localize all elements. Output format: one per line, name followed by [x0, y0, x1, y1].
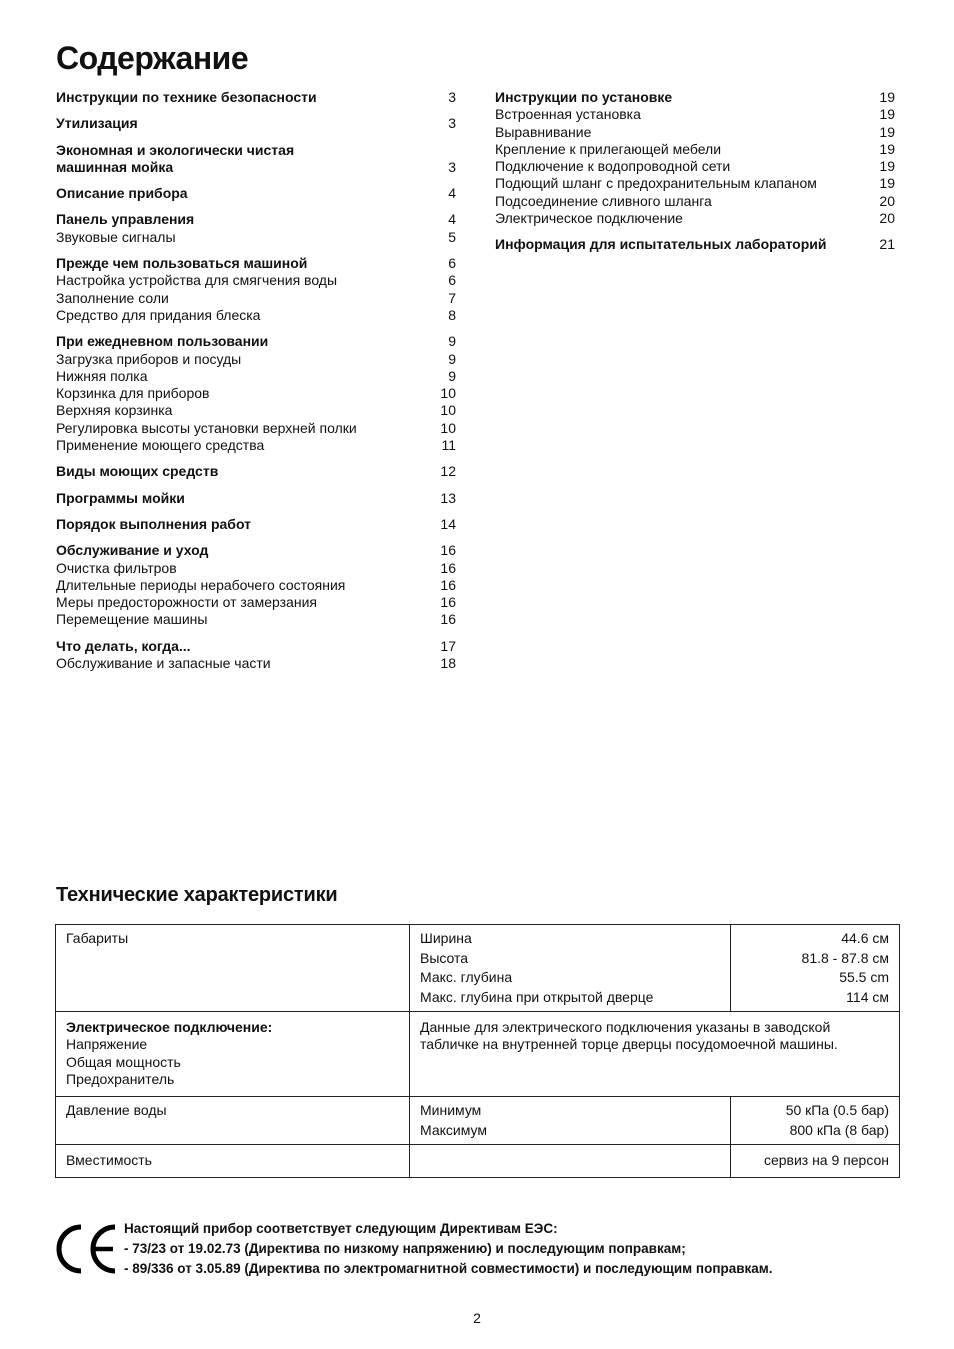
toc-entry [56, 307, 456, 324]
toc-entry-page: 7 [448, 289, 456, 306]
toc-entry [56, 437, 456, 454]
dimension-value: 55.5 cm [839, 969, 889, 985]
toc-entry-heading: Экономная и экологически чистая [56, 141, 295, 158]
toc-entry-label: Программы мойки [56, 489, 185, 506]
toc-entry [495, 158, 895, 175]
toc-entry [56, 333, 456, 350]
toc-entry-label: Длительные периоды нерабочего состояния [56, 576, 346, 593]
dimensions-names [410, 925, 731, 1012]
toc-entry-page: 16 [440, 611, 456, 628]
toc-entry-label: Инструкции по технике безопасности [56, 89, 317, 105]
electrical-note: Данные для электрического подключения указаны в заводской табличке на внутренней торце дверцы посудомоечной машины. [410, 1012, 900, 1097]
toc-entry [56, 115, 456, 132]
toc-entry [56, 420, 456, 437]
toc-entry-label: Заполнение соли [56, 289, 169, 306]
toc-entry [56, 385, 456, 402]
toc-entry-page: 19 [879, 140, 895, 157]
toc-entry [56, 368, 456, 385]
certification-line: - 89/336 от 3.05.89 (Директива по электромагнитной совместимости) и последующим поправкам. [124, 1261, 773, 1276]
capacity-label: Вместимость [56, 1145, 410, 1178]
toc-entry-page: 8 [448, 306, 456, 323]
toc-entry [56, 211, 456, 228]
toc-entry-label: Регулировка высоты установки верхней полки [56, 419, 357, 436]
toc-group [56, 89, 456, 106]
toc-entry-label: Верхняя корзинка [56, 402, 173, 419]
toc-entry [56, 542, 456, 559]
water-name: Минимум [420, 1102, 482, 1119]
toc-entry-page: 4 [448, 185, 456, 202]
toc-entry-page: 14 [440, 515, 456, 532]
toc-entry-page: 4 [448, 211, 456, 228]
specs-table [55, 924, 900, 1178]
toc-entry [495, 193, 895, 210]
toc-group [56, 542, 456, 628]
toc-entry [56, 655, 456, 672]
toc-entry-label: Нижняя полка [56, 367, 148, 384]
ce-mark-icon [55, 1223, 119, 1275]
toc-entry-label: Что делать, когда... [56, 637, 191, 654]
toc-right-column [495, 89, 895, 263]
toc-entry [56, 89, 456, 106]
certification-line: Настоящий прибор соответствует следующим Директивам ЕЭС: [124, 1221, 558, 1236]
toc-entry-page: 19 [879, 123, 895, 140]
certification-line: - 73/23 от 19.02.73 (Директива по низкому напряжению) и последующим поправкам; [124, 1241, 686, 1256]
toc-entry [56, 463, 456, 480]
toc-entry-page: 13 [440, 489, 456, 506]
toc-entry-page: 21 [879, 236, 895, 253]
toc-entry [56, 402, 456, 419]
toc-entry-page: 10 [440, 419, 456, 436]
toc-entry-label: Подключение к водопроводной сети [495, 158, 731, 175]
toc-group [56, 185, 456, 202]
toc-entry [495, 210, 895, 227]
toc-entry-label: Панель управления [56, 211, 195, 228]
toc-entry [56, 272, 456, 289]
toc-entry [56, 577, 456, 594]
toc-entry-page: 16 [440, 594, 456, 611]
toc-entry-page: 11 [441, 437, 456, 454]
toc-entry-page: 3 [448, 89, 456, 105]
toc-entry-page: 10 [440, 402, 456, 419]
water-value: 50 кПа (0.5 бар) [785, 1102, 889, 1119]
toc-group [56, 255, 456, 324]
toc-group [56, 211, 456, 246]
toc-entry [56, 159, 456, 176]
toc-entry-page: 6 [448, 255, 456, 272]
toc-entry [56, 255, 456, 272]
toc-entry [495, 106, 895, 123]
toc-entry-label: Перемещение машины [56, 611, 208, 628]
dimension-name: Ширина [420, 930, 472, 946]
toc-entry-label: Применение моющего средства [56, 437, 265, 454]
toc-group [56, 638, 456, 673]
toc-entry-page: 18 [440, 655, 456, 672]
toc-entry-page: 10 [440, 385, 456, 402]
capacity-empty [410, 1145, 731, 1178]
toc-entry-page: 19 [879, 89, 895, 105]
toc-entry [495, 89, 895, 106]
water-value: 800 кПа (8 бар) [789, 1121, 889, 1138]
toc-entry-page: 19 [879, 106, 895, 123]
toc-entry-label: Меры предосторожности от замерзания [56, 594, 317, 611]
toc-entry-label: Крепление к прилегающей мебели [495, 140, 722, 157]
toc-entry-label: Настройка устройства для смягчения воды [56, 272, 338, 289]
toc-entry-label: Подсоединение сливного шланга [495, 192, 712, 209]
toc-entry [56, 516, 456, 533]
toc-entry-page: 5 [448, 228, 456, 245]
toc-entry [56, 611, 456, 628]
dimension-value: 114 см [846, 988, 889, 1005]
water-values [731, 1097, 900, 1145]
electrical-cell [56, 1012, 410, 1097]
toc-entry [495, 236, 895, 253]
dimensions-label: Габариты [56, 925, 410, 1012]
toc-entry-label: Выравнивание [495, 123, 592, 140]
toc-group [56, 333, 456, 454]
toc-entry-label: машинная мойка [56, 158, 174, 175]
toc-entry-label: Прежде чем пользоваться машиной [56, 255, 308, 272]
toc-entry-label: Информация для испытательных лабораторий [495, 236, 827, 253]
toc-entry-page: 19 [879, 175, 895, 192]
specs-title: Технические характеристики [56, 884, 338, 906]
dimension-name: Высота [420, 949, 469, 966]
toc-entry-label: Подющий шланг с предохранительным клапаном [495, 175, 817, 192]
water-label: Давление воды [56, 1097, 410, 1145]
toc-entry-page: 20 [879, 192, 895, 209]
toc-entry-page: 3 [448, 158, 456, 175]
toc-entry-label: Электрическое подключение [495, 210, 683, 227]
toc-entry-page: 16 [440, 559, 456, 576]
page-number: 2 [473, 1310, 481, 1326]
toc-group [56, 490, 456, 507]
toc-entry-page: 6 [448, 272, 456, 289]
toc-entry [56, 490, 456, 507]
toc-entry-label: При ежедневном пользовании [56, 333, 269, 350]
toc-entry-label: Встроенная установка [495, 106, 641, 123]
toc-entry [495, 124, 895, 141]
electrical-label: Электрическое подключение: [66, 1019, 273, 1035]
certification-text [124, 1219, 773, 1279]
toc-entry-label: Виды моющих средств [56, 463, 219, 480]
toc-entry-label: Порядок выполнения работ [56, 515, 252, 532]
toc-group [495, 89, 895, 227]
page-title: Содержание [56, 40, 249, 76]
toc-entry [56, 351, 456, 368]
toc-entry-page: 16 [440, 576, 456, 593]
dimension-name: Макс. глубина при открытой дверце [420, 988, 654, 1005]
toc-entry-page: 12 [440, 463, 456, 480]
toc-group [56, 115, 456, 132]
toc-entry-label: Корзинка для приборов [56, 385, 210, 402]
toc-entry-label: Загрузка приборов и посуды [56, 350, 242, 367]
toc-entry-page: 9 [448, 367, 456, 384]
water-name: Максимум [420, 1121, 487, 1138]
specs-row-capacity [56, 1145, 900, 1178]
toc-entry-label: Звуковые сигналы [56, 228, 176, 245]
toc-entry [495, 175, 895, 192]
toc-entry-page: 19 [879, 158, 895, 175]
specs-row-dimensions [56, 925, 900, 1012]
electrical-item: Предохранитель [66, 1070, 175, 1087]
dimension-value: 44.6 см [841, 930, 889, 946]
toc-group [56, 463, 456, 480]
toc-entry-label: Обслуживание и уход [56, 542, 209, 559]
toc-entry-label: Инструкции по установке [495, 89, 673, 105]
dimension-value: 81.8 - 87.8 см [801, 949, 889, 966]
capacity-value: сервиз на 9 персон [731, 1145, 900, 1178]
toc-entry-page: 16 [440, 542, 456, 559]
dimensions-values [731, 925, 900, 1012]
electrical-item: Общая мощность [66, 1053, 181, 1070]
toc-entry-page: 9 [448, 350, 456, 367]
toc-entry-page: 3 [448, 115, 456, 132]
toc-entry-label: Описание прибора [56, 185, 188, 202]
electrical-item: Напряжение [66, 1036, 148, 1053]
toc-entry [495, 141, 895, 158]
toc-entry-label: Обслуживание и запасные части [56, 655, 271, 672]
dimension-name: Макс. глубина [420, 969, 513, 985]
toc-entry-label: Средство для придания блеска [56, 306, 261, 323]
toc-entry-label: Утилизация [56, 115, 138, 132]
toc-entry-page: 20 [879, 210, 895, 227]
specs-row-electrical [56, 1012, 900, 1097]
toc-entry [56, 185, 456, 202]
toc-left-column [56, 89, 456, 681]
toc-entry-page: 17 [440, 637, 456, 654]
toc-entry-page: 9 [448, 333, 456, 350]
toc-entry-label: Очистка фильтров [56, 559, 177, 576]
specs-row-water [56, 1097, 900, 1145]
toc-entry [56, 638, 456, 655]
toc-entry [56, 229, 456, 246]
toc-entry [56, 290, 456, 307]
toc-entry [56, 594, 456, 611]
toc-group [495, 236, 895, 253]
toc-group [56, 142, 456, 177]
toc-group [56, 516, 456, 533]
toc-entry [56, 560, 456, 577]
water-names [410, 1097, 731, 1145]
